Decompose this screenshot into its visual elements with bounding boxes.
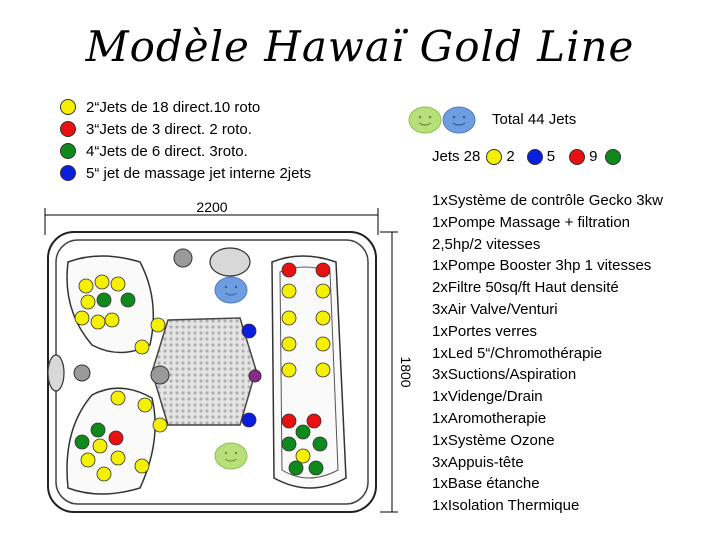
page-title: Modèle Hawaï Gold Line	[85, 22, 635, 71]
jet	[151, 318, 165, 332]
jet	[109, 431, 123, 445]
spec-item: 1xSystème Ozone	[432, 431, 555, 449]
valve-icon	[151, 366, 169, 384]
jet	[242, 413, 256, 427]
jet	[75, 311, 89, 325]
total-jets	[408, 106, 576, 134]
jet	[81, 295, 95, 309]
jet	[91, 423, 105, 437]
spec-item: 3xSuctions/Aspiration	[432, 366, 577, 384]
spec-item: 3xAir Valve/Venturi	[432, 300, 558, 318]
jet	[289, 461, 303, 475]
jet	[296, 425, 310, 439]
jet	[316, 363, 330, 377]
jet	[105, 313, 119, 327]
valve-icon	[74, 365, 90, 381]
total-label: Total 44 Jets	[492, 111, 577, 128]
jet-legend	[60, 96, 311, 184]
jet	[79, 279, 93, 293]
legend-label: 5“ jet de massage jet interne 2jets	[86, 164, 312, 182]
spec-item: 1xPompe Massage + filtration	[432, 213, 631, 231]
red-jet-icon	[569, 149, 585, 165]
spec-item: 1xLed 5“/Chromothérapie	[432, 344, 603, 362]
green-jet-icon	[60, 143, 76, 159]
green-smiley-icon	[215, 443, 247, 469]
jets-count-line	[432, 148, 625, 165]
jet	[282, 363, 296, 377]
led-light-icon	[249, 370, 261, 382]
headrest	[48, 355, 64, 391]
jet	[97, 467, 111, 481]
jet	[307, 414, 321, 428]
blue-jet-icon	[527, 149, 543, 165]
jets-count: 9	[589, 148, 598, 165]
spec-item: 1xIsolation Thermique	[432, 497, 580, 515]
legend-label: 2“Jets de 18 direct.10 roto	[86, 98, 261, 116]
legend-item	[60, 140, 311, 162]
spec-item: 1xAromotherapie	[432, 409, 547, 427]
jet	[309, 461, 323, 475]
spec-item: 1xSystème de contrôle Gecko 3kw	[432, 192, 663, 209]
spec-item: 3xAppuis-tête	[432, 453, 524, 471]
jets-prefix: Jets 28	[432, 148, 481, 165]
jets-count: 2	[506, 148, 515, 165]
jet	[316, 337, 330, 351]
jet	[242, 324, 256, 338]
jet	[81, 453, 95, 467]
legend-label: 3“Jets de 3 direct. 2 roto.	[86, 120, 252, 138]
yellow-jet-icon	[60, 99, 76, 115]
legend-item	[60, 118, 311, 140]
blue-smiley-icon	[442, 106, 476, 134]
jet	[138, 398, 152, 412]
jet	[153, 418, 167, 432]
spec-item: 1xVidenge/Drain	[432, 388, 543, 406]
green-jet-icon	[605, 149, 621, 165]
jet	[282, 263, 296, 277]
jet	[282, 311, 296, 325]
blue-smiley-icon	[215, 277, 247, 303]
legend-item	[60, 162, 311, 184]
jet	[135, 340, 149, 354]
jet	[111, 451, 125, 465]
jet	[316, 263, 330, 277]
jet	[97, 293, 111, 307]
jet	[316, 284, 330, 298]
jet	[135, 459, 149, 473]
red-jet-icon	[60, 121, 76, 137]
jet	[296, 449, 310, 463]
jet	[282, 414, 296, 428]
legend-item	[60, 96, 311, 118]
jets-count: 5	[546, 148, 556, 165]
blue-jet-icon	[60, 165, 76, 181]
spec-list	[432, 190, 663, 517]
jet	[75, 435, 89, 449]
spec-item: 2xFiltre 50sq/ft Haut densité	[432, 279, 619, 297]
yellow-jet-icon	[486, 149, 502, 165]
spec-item: 1xPompe Booster 3hp 1 vitesses	[432, 257, 652, 275]
jet	[95, 275, 109, 289]
jet	[313, 437, 327, 451]
jet	[316, 311, 330, 325]
jet	[282, 437, 296, 451]
spec-item: 1xPortes verres	[432, 322, 538, 340]
jet	[93, 439, 107, 453]
height-dimension	[380, 232, 398, 512]
spec-item: 1xBase étanche	[432, 475, 540, 493]
height-label: 1800	[398, 356, 414, 388]
jet	[121, 293, 135, 307]
jet	[282, 337, 296, 351]
spec-item: 2,5hp/2 vitesses	[432, 235, 541, 253]
jet	[91, 315, 105, 329]
jet	[111, 277, 125, 291]
jet	[111, 391, 125, 405]
spa-diagram	[20, 195, 420, 535]
width-label: 2200	[196, 199, 228, 215]
headrest	[210, 248, 250, 276]
valve-icon	[174, 249, 192, 267]
jet	[282, 284, 296, 298]
legend-label: 4“Jets de 6 direct. 3roto.	[86, 142, 248, 160]
green-smiley-icon	[408, 106, 442, 134]
